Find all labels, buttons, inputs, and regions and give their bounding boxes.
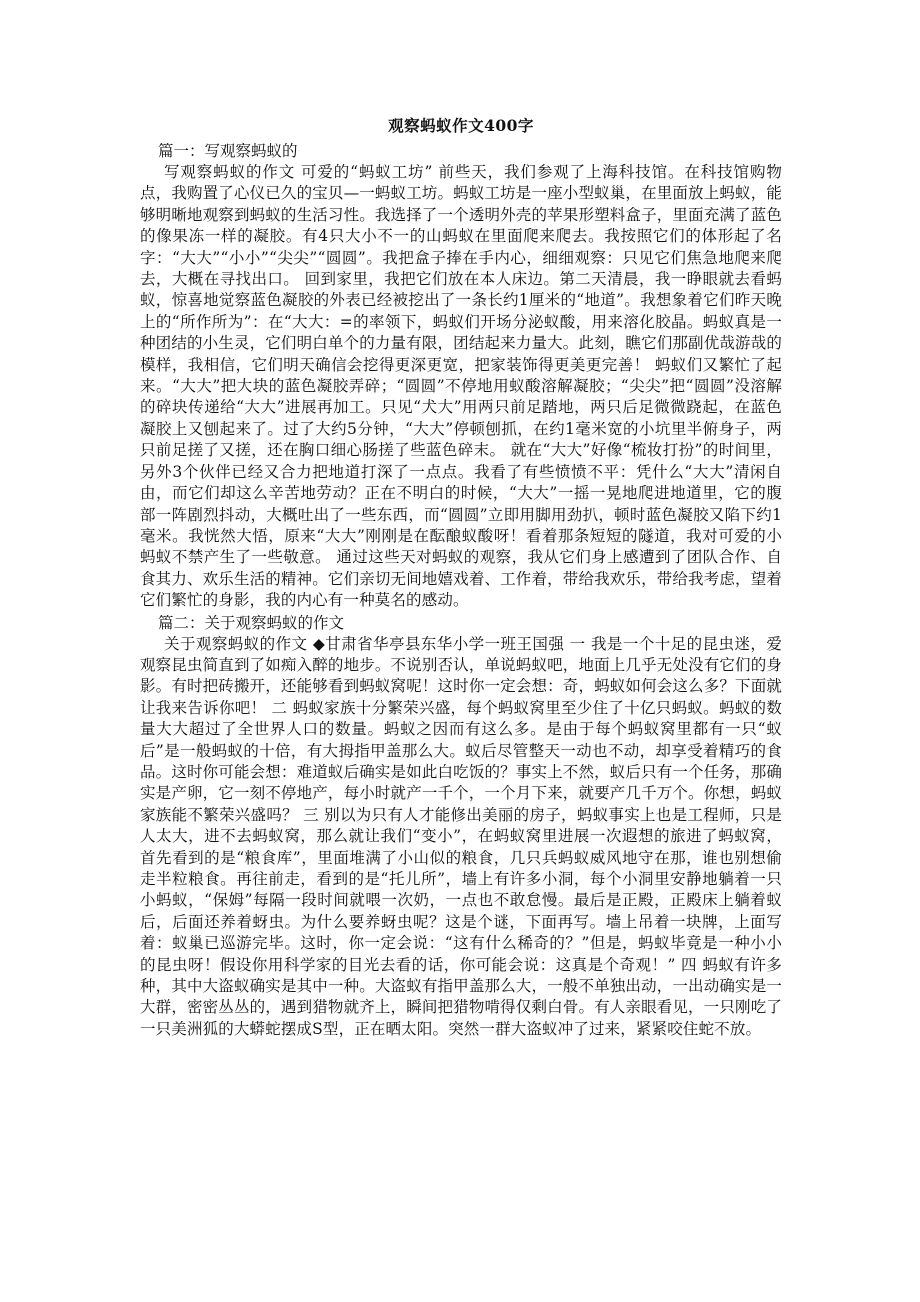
section-body: 写观察蚂蚁的作文 可爱的“蚂蚁工坊” 前些天，我们参观了上海科技馆。在科技馆购物点，我购置了心仪已久的宝贝—一蚂蚁工坊。蚂蚁工坊是一座小型蚁巢，在里面放上蚂蚁，能够明晰地观察到蚂蚁的生活习性。我选择了一个透明外壳的苹果形塑料盒子，里面充满了蓝色的像果冻一样的凝胶。有4只大小不一的山蚂蚁在里面爬来爬去。我按照它们的体形起了名字：“大大”“小小”“尖尖”“圆圆”。我把盒子捧在手内心，细细观察：只见它们焦急地爬来爬去，大概在寻找出口。 回到家里，我把它们放在本人床边。第二天清晨，我一睁眼就去看蚂蚁，惊喜地觉察蓝色凝胶的外表已经被挖出了一条长约1厘米的“地道”。我想象着它们昨天晚上的“所作所为”：在“大大：=的率领下，蚂蚁们开场分泌蚁酸，用来溶化胶晶。蚂蚁真是一种团结的小生灵，它们明白单个的力量有限，团结起来力量大。此刻，瞧它们那副优哉游哉的模样，我相信，它们明天确信会挖得更深更宽，把家装饰得更美更完善！ 蚂蚁们又繁忙了起来。“大大”把大块的蓝色凝胶弄碎；“圆圆”不停地用蚁酸溶解凝胶；“尖尖”把“圆圆”没溶解的碎块传递给“大大”进展再加工。只见“犬大”用两只前足踏地，两只后足微微跷起，在蓝色凝胶上又刨起来了。过了大约5分钟，“大大”停顿刨抓，在约1毫米宽的小坑里半俯身子，两只前足搓了又搓，还在胸口细心肠搓了些蓝色碎末。 就在“大大”好像“梳妆打扮”的时间里，另外3个伙伴已经又合力把地道打深了一点点。我看了有些愤愤不平：凭什么“大大”清闲自由，而它们却这么辛苦地劳动？正在不明白的时候，“大大”一摇一晃地爬进地道里，它的腹部一阵剧烈抖动，大概吐出了一些东西，而“圆圆”立即用脚用劲扒，顿时蓝色凝胶又陷下约1毫米。我恍然大悟，原来“大大”刚刚是在酝酿蚁酸呀！看着那条短短的隧道，我对可爱的小蚂蚁不禁产生了一些敬意。 通过这些天对蚂蚁的观察，我从它们身上感遭到了团队合作、自食其力、欢乐生活的精神。它们亲切无间地嬉戏着、工作着，带给我欢乐，带给我考虑，望着它们繁忙的身影，我的内心有一种莫名的感动。	[140, 163, 782, 610]
section-one	[140, 140, 782, 612]
document-title: 观察蚂蚁作文400字	[388, 116, 534, 135]
document-page	[140, 112, 782, 1040]
section-two	[140, 612, 782, 1041]
section-heading: 篇二：关于观察蚂蚁的作文	[158, 613, 345, 632]
section-body: 关于观察蚂蚁的作文 ◆甘肃省华亭县东华小学一班王国强 一 我是一个十足的昆虫迷，爱观察昆虫简直到了如痴入醉的地步。不说别否认，单说蚂蚁吧，地面上几乎无处没有它们的身影。有时把砖搬开，还能够看到蚂蚁窝呢！这时你一定会想：奇，蚂蚁如何会这么多？下面就让我来告诉你吧！ 二 蚂蚁家族十分繁荣兴盛，每个蚂蚁窝里至少住了十亿只蚂蚁。蚂蚁的数量大大超过了全世界人口的数量。蚂蚁之因而有这么多。是由于每个蚂蚁窝里都有一只“蚁后”是一般蚂蚁的十倍，有大拇指甲盖那么大。蚁后尽管整天一动也不动，却享受着精巧的食品。这时你可能会想：难道蚁后确实是如此白吃饭的？事实上不然，蚁后只有一个任务，那确实是产卵，它一刻不停地产，每小时就产一千个，一个月下来，就要产几千万个。你想，蚂蚁家族能不繁荣兴盛吗？ 三 别以为只有人才能修出美丽的房子，蚂蚁事实上也是工程师，只是人太大，进不去蚂蚁窝，那么就让我们“变小”，在蚂蚁窝里进展一次遐想的旅进了蚂蚁窝，首先看到的是“粮食库”，里面堆满了小山似的粮食，几只兵蚂蚁威风地守在那，谁也别想偷走半粒粮食。再往前走，看到的是“托儿所”，墙上有许多小洞，每个小洞里安静地躺着一只小蚂蚁，“保姆”每隔一段时间就喂一次奶，一点也不敢怠慢。最后是正殿，正殿床上躺着蚁后，后面还养着蚜虫。为什么要养蚜虫呢？这是个谜，下面再写。墙上吊着一块牌，上面写着：蚁巢已巡游完毕。这时，你一定会说：“这有什么稀奇的？”但是，蚂蚁毕竟是一种小小的昆虫呀！假设你用科学家的目光去看的话，你可能会说：这真是个奇观！” 四 蚂蚁有许多种，其中大盗蚁确实是其中一种。大盗蚁有指甲盖那么大，一般不单独出动，一出动确实是一大群，密密丛丛的，遇到猎物就齐上，瞬间把猎物啃得仅剩白骨。有人亲眼看见，一只刚吃了一只美洲狐的大蟒蛇摆成S型，正在晒太阳。突然一群大盗蚁冲了过来，紧紧咬住蛇不放。	[140, 634, 782, 1038]
section-heading: 篇一：写观察蚂蚁的	[158, 142, 298, 160]
